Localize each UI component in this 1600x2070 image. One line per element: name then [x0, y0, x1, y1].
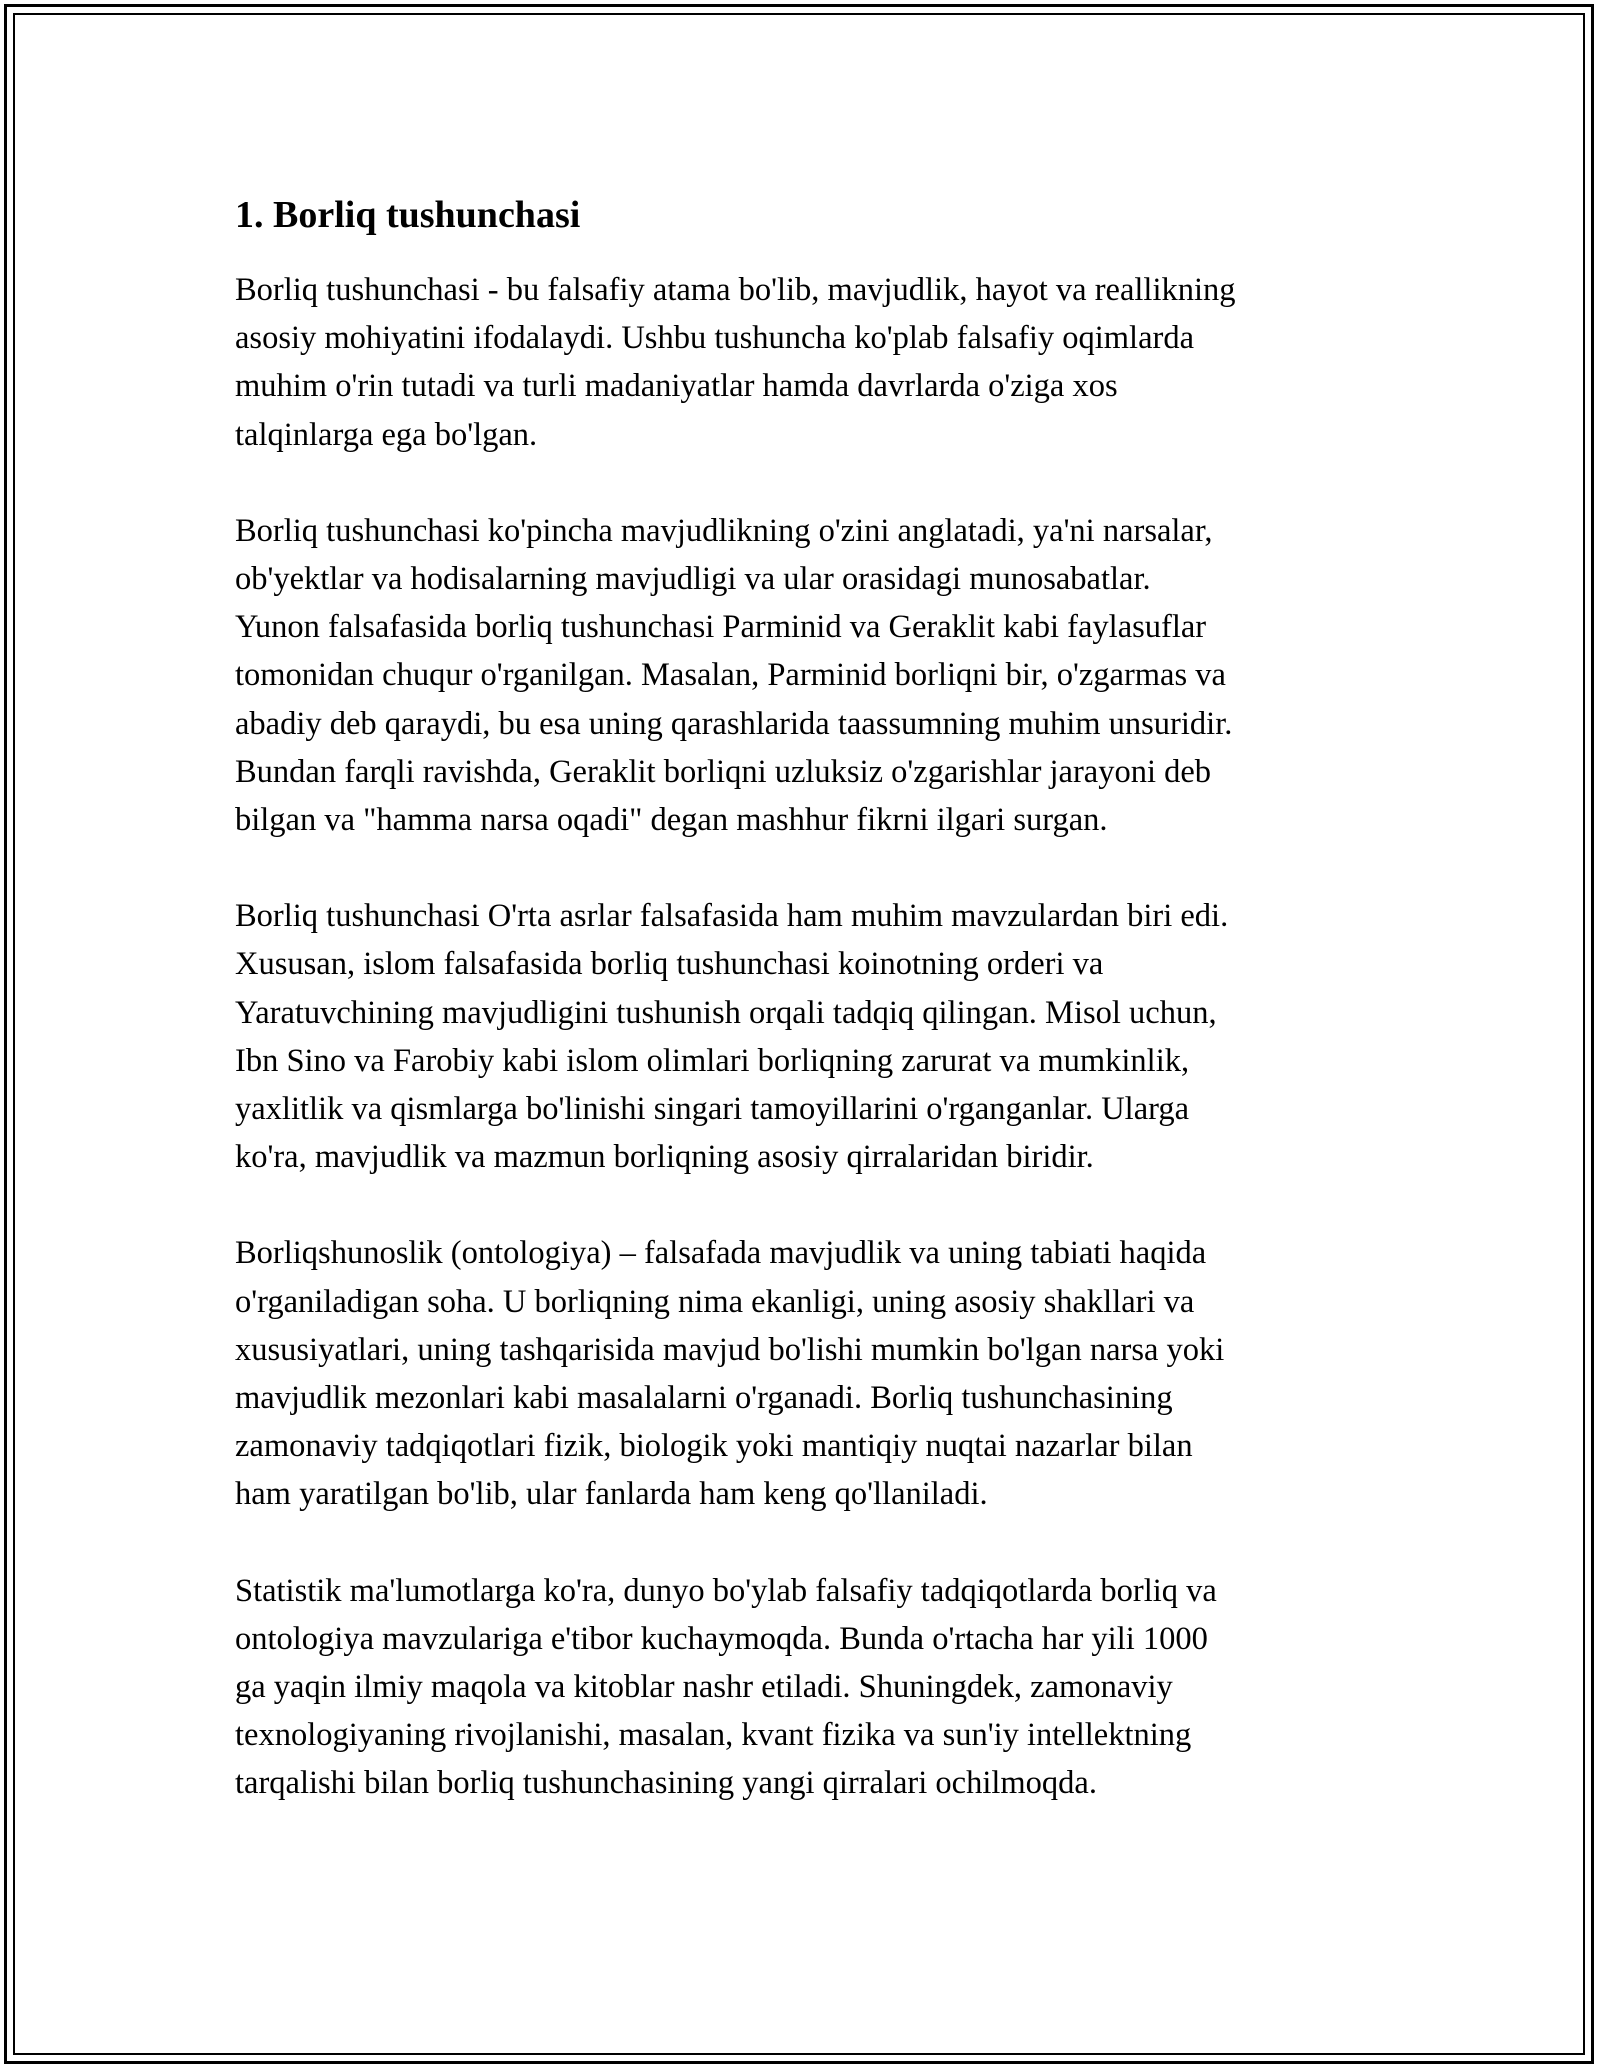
text-line: Bundan farqli ravishda, Geraklit borliqni uzluksiz o'zgarishlar jarayoni deb: [235, 753, 1212, 790]
text-line: ham yaratilgan bo'lib, ular fanlarda ham keng qo'llaniladi.: [235, 1476, 988, 1513]
text-line: ontologiya mavzulariga e'tibor kuchaymoqda. Bunda o'rtacha har yili 1000: [235, 1620, 1208, 1657]
text-line: ga yaqin ilmiy maqola va kitoblar nashr etiladi. Shuningdek, zamonaviy: [235, 1669, 1173, 1706]
text-line: Borliq tushunchasi ko'pincha mavjudlikning o'zini anglatadi, ya'ni narsalar,: [235, 512, 1213, 549]
paragraph-2: [235, 507, 1385, 844]
section-heading: 1. Borliq tushunchasi: [235, 194, 581, 236]
text-line: asosiy mohiyatini ifodalaydi. Ushbu tushuncha ko'plab falsafiy oqimlarda: [235, 320, 1195, 357]
paragraph-4: [235, 1229, 1385, 1518]
text-line: Statistik ma'lumotlarga ko'ra, dunyo bo'ylab falsafiy tadqiqotlarda borliq va: [235, 1572, 1217, 1609]
text-line: Xususan, islom falsafasida borliq tushunchasi koinotning orderi va: [235, 946, 1104, 983]
text-line: zamonaviy tadqiqotlari fizik, biologik yoki mantiqiy nuqtai nazarlar bilan: [235, 1428, 1193, 1465]
text-line: Borliq tushunchasi - bu falsafiy atama bo'lib, mavjudlik, hayot va reallikning: [235, 272, 1236, 308]
text-line: xususiyatlari, uning tashqarisida mavjud bo'lishi mumkin bo'lgan narsa yoki: [235, 1331, 1225, 1368]
text-line: Borliq tushunchasi O'rta asrlar falsafasida ham muhim mavzulardan biri edi.: [235, 898, 1229, 935]
text-line: Borliqshunoslik (ontologiya) – falsafada mavjudlik va uning tabiati haqida: [235, 1235, 1207, 1272]
paragraph-3: [235, 892, 1385, 1181]
document-body: [235, 188, 1385, 1856]
text-line: texnologiyaning rivojlanishi, masalan, kvant fizika va sun'iy intellektning: [235, 1717, 1192, 1754]
text-line: Yaratuvchining mavjudligini tushunish orqali tadqiq qilingan. Misol uchun,: [235, 994, 1217, 1031]
text-line: abadiy deb qaraydi, bu esa uning qarashlarida taassumning muhim unsuridir.: [235, 705, 1233, 742]
text-line: mavjudlik mezonlari kabi masalalarni o'rganadi. Borliq tushunchasining: [235, 1380, 1173, 1417]
paragraph-1: [235, 266, 1385, 459]
text-line: Ibn Sino va Farobiy kabi islom olimlari borliqning zarurat va mumkinlik,: [235, 1042, 1190, 1079]
text-line: muhim o'rin tutadi va turli madaniyatlar hamda davrlarda o'ziga xos: [235, 368, 1118, 405]
text-line: o'rganiladigan soha. U borliqning nima ekanligi, uning asosiy shakllari va: [235, 1283, 1195, 1320]
text-line: yaxlitlik va qismlarga bo'linishi singari tamoyillarini o'rganganlar. Ularga: [235, 1091, 1190, 1128]
paragraph-5: [235, 1567, 1385, 1808]
text-line: tomonidan chuqur o'rganilgan. Masalan, Parminid borliqni bir, o'zgarmas va: [235, 657, 1226, 694]
text-line: tarqalishi bilan borliq tushunchasining yangi qirralari ochilmoqda.: [235, 1765, 1097, 1802]
text-line: Yunon falsafasida borliq tushunchasi Parminid va Geraklit kabi faylasuflar: [235, 609, 1207, 646]
text-line: ko'ra, mavjudlik va mazmun borliqning asosiy qirralaridan biridir.: [235, 1139, 1094, 1176]
text-line: ob'yektlar va hodisalarning mavjudligi va ular orasidagi munosabatlar.: [235, 561, 1151, 598]
text-line: talqinlarga ega bo'lgan.: [235, 416, 538, 453]
text-line: bilgan va "hamma narsa oqadi" degan mashhur fikrni ilgari surgan.: [235, 802, 1108, 839]
